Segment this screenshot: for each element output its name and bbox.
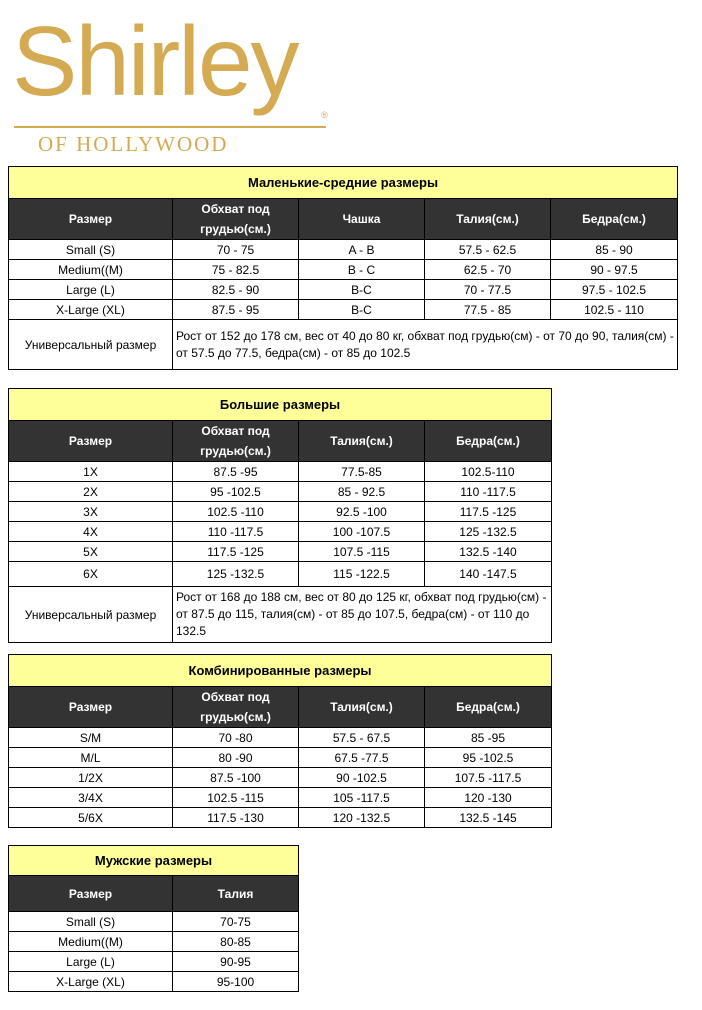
table-cell: 102.5 - 110 bbox=[551, 300, 678, 320]
table-cell: 132.5 -145 bbox=[425, 808, 552, 828]
table-cell: 125 -132.5 bbox=[173, 562, 299, 587]
table-row bbox=[9, 542, 552, 562]
table-row bbox=[9, 952, 299, 972]
table-cell: 117.5 -130 bbox=[173, 808, 299, 828]
size-table-combined bbox=[8, 654, 552, 828]
column-header: Чашка bbox=[299, 199, 425, 240]
table-cell: 107.5 -117.5 bbox=[425, 768, 552, 788]
table-cell: B-C bbox=[299, 280, 425, 300]
table-cell: 110 -117.5 bbox=[425, 482, 552, 502]
table-cell: 85 - 90 bbox=[551, 240, 678, 260]
table-cell: 85 - 92.5 bbox=[299, 482, 425, 502]
table-row bbox=[9, 320, 678, 370]
table-cell: 3X bbox=[9, 502, 173, 522]
table-row bbox=[9, 768, 552, 788]
table-title: Маленькие-средние размеры bbox=[9, 167, 678, 199]
table-cell: 92.5 -100 bbox=[299, 502, 425, 522]
size-table-large bbox=[8, 388, 552, 643]
universal-size-description: Рост от 152 до 178 см, вес от 40 до 80 кг, обхват под грудью(см) - от 70 до 90, талия(см) - от 57.5 до 77.5, бедра(см) - от 85 до 102.5 bbox=[173, 320, 678, 370]
table-cell: 1X bbox=[9, 462, 173, 482]
column-header: Размер bbox=[9, 421, 173, 462]
table-cell: M/L bbox=[9, 748, 173, 768]
table-cell: 57.5 - 62.5 bbox=[425, 240, 551, 260]
column-header: Обхват под грудью(см.) bbox=[173, 421, 299, 462]
table-row bbox=[9, 912, 299, 932]
table-cell: 5X bbox=[9, 542, 173, 562]
table-cell: Medium((M) bbox=[9, 260, 173, 280]
table-cell: B - C bbox=[299, 260, 425, 280]
table-row bbox=[9, 808, 552, 828]
table-cell: 77.5 - 85 bbox=[425, 300, 551, 320]
table-row bbox=[9, 728, 552, 748]
table-cell: 105 -117.5 bbox=[299, 788, 425, 808]
table-cell: 102.5 -115 bbox=[173, 788, 299, 808]
table-cell: 70 - 75 bbox=[173, 240, 299, 260]
logo-subtitle: OF HOLLYWOOD bbox=[38, 132, 229, 156]
table-cell: 6X bbox=[9, 562, 173, 587]
table-row bbox=[9, 300, 678, 320]
table-cell: Medium((M) bbox=[9, 932, 173, 952]
table-title: Мужские размеры bbox=[9, 846, 299, 876]
table-cell: Small (S) bbox=[9, 912, 173, 932]
table-cell: 125 -132.5 bbox=[425, 522, 552, 542]
table-cell: 102.5-110 bbox=[425, 462, 552, 482]
table-cell: 80 -90 bbox=[173, 748, 299, 768]
size-table-small-medium bbox=[8, 166, 678, 370]
column-header: Размер bbox=[9, 199, 173, 240]
column-header: Талия(см.) bbox=[299, 687, 425, 728]
table-row bbox=[9, 748, 552, 768]
table-row bbox=[9, 788, 552, 808]
table-cell: 75 - 82.5 bbox=[173, 260, 299, 280]
table-cell: 140 -147.5 bbox=[425, 562, 552, 587]
table-cell: 5/6X bbox=[9, 808, 173, 828]
table-cell: 117.5 -125 bbox=[173, 542, 299, 562]
table-cell: 80-85 bbox=[173, 932, 299, 952]
table-cell: 107.5 -115 bbox=[299, 542, 425, 562]
logo-divider bbox=[14, 126, 326, 128]
table-cell: 1/2X bbox=[9, 768, 173, 788]
table-title: Комбинированные размеры bbox=[9, 655, 552, 687]
table-row bbox=[9, 482, 552, 502]
column-header: Обхват под грудью(см.) bbox=[173, 687, 299, 728]
size-table-mens bbox=[8, 845, 299, 992]
table-cell: Large (L) bbox=[9, 952, 173, 972]
table-cell: 67.5 -77.5 bbox=[299, 748, 425, 768]
table-cell: 87.5 -100 bbox=[173, 768, 299, 788]
table-row bbox=[9, 462, 552, 482]
table-cell: 95 -102.5 bbox=[173, 482, 299, 502]
table-cell: 115 -122.5 bbox=[299, 562, 425, 587]
column-header: Талия(см.) bbox=[425, 199, 551, 240]
table-row bbox=[9, 260, 678, 280]
table-cell: 102.5 -110 bbox=[173, 502, 299, 522]
table-cell: 82.5 - 90 bbox=[173, 280, 299, 300]
table-title: Большие размеры bbox=[9, 389, 552, 421]
table-cell: S/M bbox=[9, 728, 173, 748]
table-cell: 90-95 bbox=[173, 952, 299, 972]
table-cell: 120 -132.5 bbox=[299, 808, 425, 828]
table-cell: 90 -102.5 bbox=[299, 768, 425, 788]
universal-size-label: Универсальный размер bbox=[9, 587, 173, 643]
table-cell: 70-75 bbox=[173, 912, 299, 932]
logo-brand-name: Shirley bbox=[12, 6, 298, 116]
table-cell: 110 -117.5 bbox=[173, 522, 299, 542]
table-cell: 57.5 - 67.5 bbox=[299, 728, 425, 748]
table-row bbox=[9, 972, 299, 992]
table-row bbox=[9, 240, 678, 260]
table-cell: Large (L) bbox=[9, 280, 173, 300]
table-cell: 87.5 - 95 bbox=[173, 300, 299, 320]
table-row bbox=[9, 587, 552, 643]
table-cell: 100 -107.5 bbox=[299, 522, 425, 542]
table-cell: 90 - 97.5 bbox=[551, 260, 678, 280]
brand-logo bbox=[8, 6, 338, 156]
column-header: Размер bbox=[9, 687, 173, 728]
table-cell: 95 -102.5 bbox=[425, 748, 552, 768]
table-cell: 85 -95 bbox=[425, 728, 552, 748]
column-header: Обхват под грудью(см.) bbox=[173, 199, 299, 240]
column-header: Талия bbox=[173, 876, 299, 912]
column-header: Бедра(см.) bbox=[425, 421, 552, 462]
column-header: Бедра(см.) bbox=[551, 199, 678, 240]
table-cell: X-Large (XL) bbox=[9, 972, 173, 992]
table-row bbox=[9, 522, 552, 542]
table-cell: A - B bbox=[299, 240, 425, 260]
column-header: Бедра(см.) bbox=[425, 687, 552, 728]
table-cell: 70 -80 bbox=[173, 728, 299, 748]
table-cell: 4X bbox=[9, 522, 173, 542]
table-cell: 70 - 77.5 bbox=[425, 280, 551, 300]
table-cell: 62.5 - 70 bbox=[425, 260, 551, 280]
table-cell: 2X bbox=[9, 482, 173, 502]
table-row bbox=[9, 502, 552, 522]
table-row bbox=[9, 280, 678, 300]
universal-size-description: Рост от 168 до 188 см, вес от 80 до 125 кг, обхват под грудью(см) - от 87.5 до 115, талия(см) - от 85 до 107.5, бедра(см) - от 110 до 132.5 bbox=[173, 587, 552, 643]
universal-size-label: Универсальный размер bbox=[9, 320, 173, 370]
column-header: Талия(см.) bbox=[299, 421, 425, 462]
table-cell: 120 -130 bbox=[425, 788, 552, 808]
table-cell: 117.5 -125 bbox=[425, 502, 552, 522]
table-cell: 77.5-85 bbox=[299, 462, 425, 482]
table-cell: 97.5 - 102.5 bbox=[551, 280, 678, 300]
table-cell: Small (S) bbox=[9, 240, 173, 260]
column-header: Размер bbox=[9, 876, 173, 912]
table-cell: 87.5 -95 bbox=[173, 462, 299, 482]
table-cell: 3/4X bbox=[9, 788, 173, 808]
table-cell: 132.5 -140 bbox=[425, 542, 552, 562]
table-row bbox=[9, 932, 299, 952]
table-cell: 95-100 bbox=[173, 972, 299, 992]
registered-mark: ® bbox=[321, 110, 328, 120]
table-cell: X-Large (XL) bbox=[9, 300, 173, 320]
table-row bbox=[9, 562, 552, 587]
table-cell: B-C bbox=[299, 300, 425, 320]
